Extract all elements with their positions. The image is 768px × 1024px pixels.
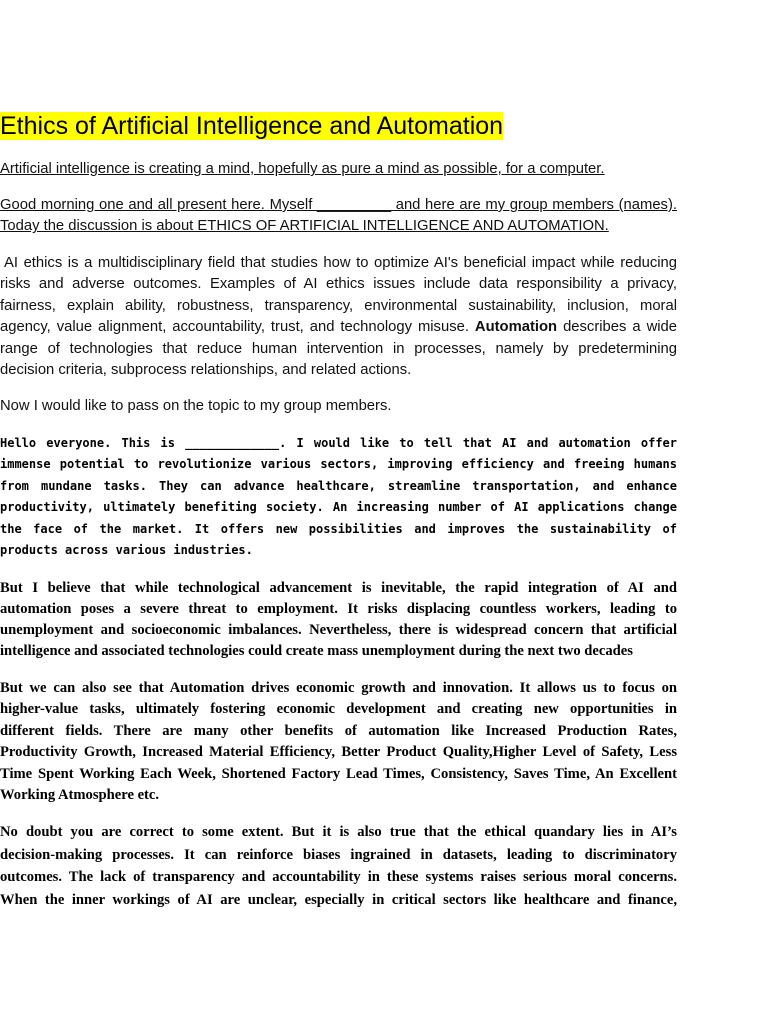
text-line: higher-value tasks, ultimately fostering economic development and creating new opportunities in [0, 701, 677, 718]
text-line: different fields. There are many other benefits of automation like Increased Production Rates, [0, 722, 677, 739]
text-line: Time Spent Working Each Week, Shortened Factory Lead Times, Consistency, Saves Time, An Excellent [0, 765, 677, 782]
text-line: the face of the market. It offers new possibilities and improves the sustainability of [0, 521, 677, 536]
document-title [0, 111, 677, 141]
text-line: risks and adverse outcomes. Examples of AI ethics issues include data responsibility a privacy, [0, 276, 677, 293]
text-line: Now I would like to pass on the topic to my group members. [0, 398, 392, 414]
text-line: Productivity Growth, Increased Material Efficiency, Better Product Quality,Higher Level of Safety, Less [0, 744, 677, 761]
text-line: from mundane tasks. They can advance healthcare, streamline transportation, and enhance [0, 478, 677, 493]
text-line: Today the discussion is about ETHICS OF ARTIFICIAL INTELLIGENCE AND AUTOMATION. [0, 218, 609, 235]
text-line: When the inner workings of AI are unclear, especially in critical sectors like healthcare and finance, [0, 891, 677, 908]
text-line: products across various industries. [0, 543, 253, 558]
speaker-one-paragraph [0, 433, 677, 561]
greeting-paragraph [0, 195, 677, 238]
text-line: Hello everyone. This is _____________. I would like to tell that AI and automation offer [0, 436, 677, 450]
text-segment: describes a wide [557, 319, 677, 336]
text-line: fairness, explain ability, robustness, transparency, environmental sustainability, inclusion, moral [0, 297, 677, 314]
text-segment: agency, value alignment, accountability, trust, and technology misuse. [0, 319, 475, 336]
speaker-three-paragraph [0, 678, 677, 806]
text-line: Good morning one and all present here. Myself _________ and here are my group members (names). [0, 197, 677, 213]
text-line: But we can also see that Automation drives economic growth and innovation. It allows us to focus on [0, 680, 677, 696]
text-line: decision-making processes. It can reinforce biases ingrained in datasets, leading to discriminatory [0, 846, 677, 863]
text-line: intelligence and associated technologies could create mass unemployment during the next two decades [0, 643, 633, 659]
ai-ethics-paragraph [0, 253, 677, 381]
text-line: Working Atmosphere etc. [0, 787, 160, 804]
text-line: automation poses a severe threat to employment. It risks displacing countless workers, leading to [0, 601, 677, 617]
handover-line [0, 396, 677, 417]
text-line: immense potential to revolutionize various sectors, improving efficiency and freeing humans [0, 457, 677, 472]
text-line: range of technologies that reduce human intervention in processes, namely by predetermining [0, 340, 677, 357]
text-line: No doubt you are correct to some extent. But it is also true that the ethical quandary lies in AI’s [0, 824, 677, 840]
text-line: But I believe that while technological advancement is inevitable, the rapid integration of AI and [0, 580, 677, 596]
text-line: decision criteria, subprocess relationships, and related actions. [0, 362, 412, 379]
text-line: productivity, ultimately benefiting society. An increasing number of AI applications change [0, 500, 677, 515]
text-line [0, 317, 677, 338]
speaker-two-paragraph [0, 578, 677, 662]
text-line: Artificial intelligence is creating a mind, hopefully as pure a mind as possible, for a computer. [0, 161, 605, 177]
text-line: outcomes. The lack of transparency and accountability in these systems raises serious moral concerns. [0, 869, 677, 886]
opening-quote [0, 159, 677, 180]
text-line: unemployment and socioeconomic imbalances. Nevertheless, there is widespread concern that artificial [0, 622, 677, 638]
bold-term: Automation [474, 319, 558, 336]
text-line: AI ethics is a multidisciplinary field that studies how to optimize AI's beneficial impact while reducing [4, 255, 677, 271]
speaker-four-paragraph [0, 821, 677, 911]
title-highlight: Ethics of Artificial Intelligence and Automation [0, 112, 504, 140]
